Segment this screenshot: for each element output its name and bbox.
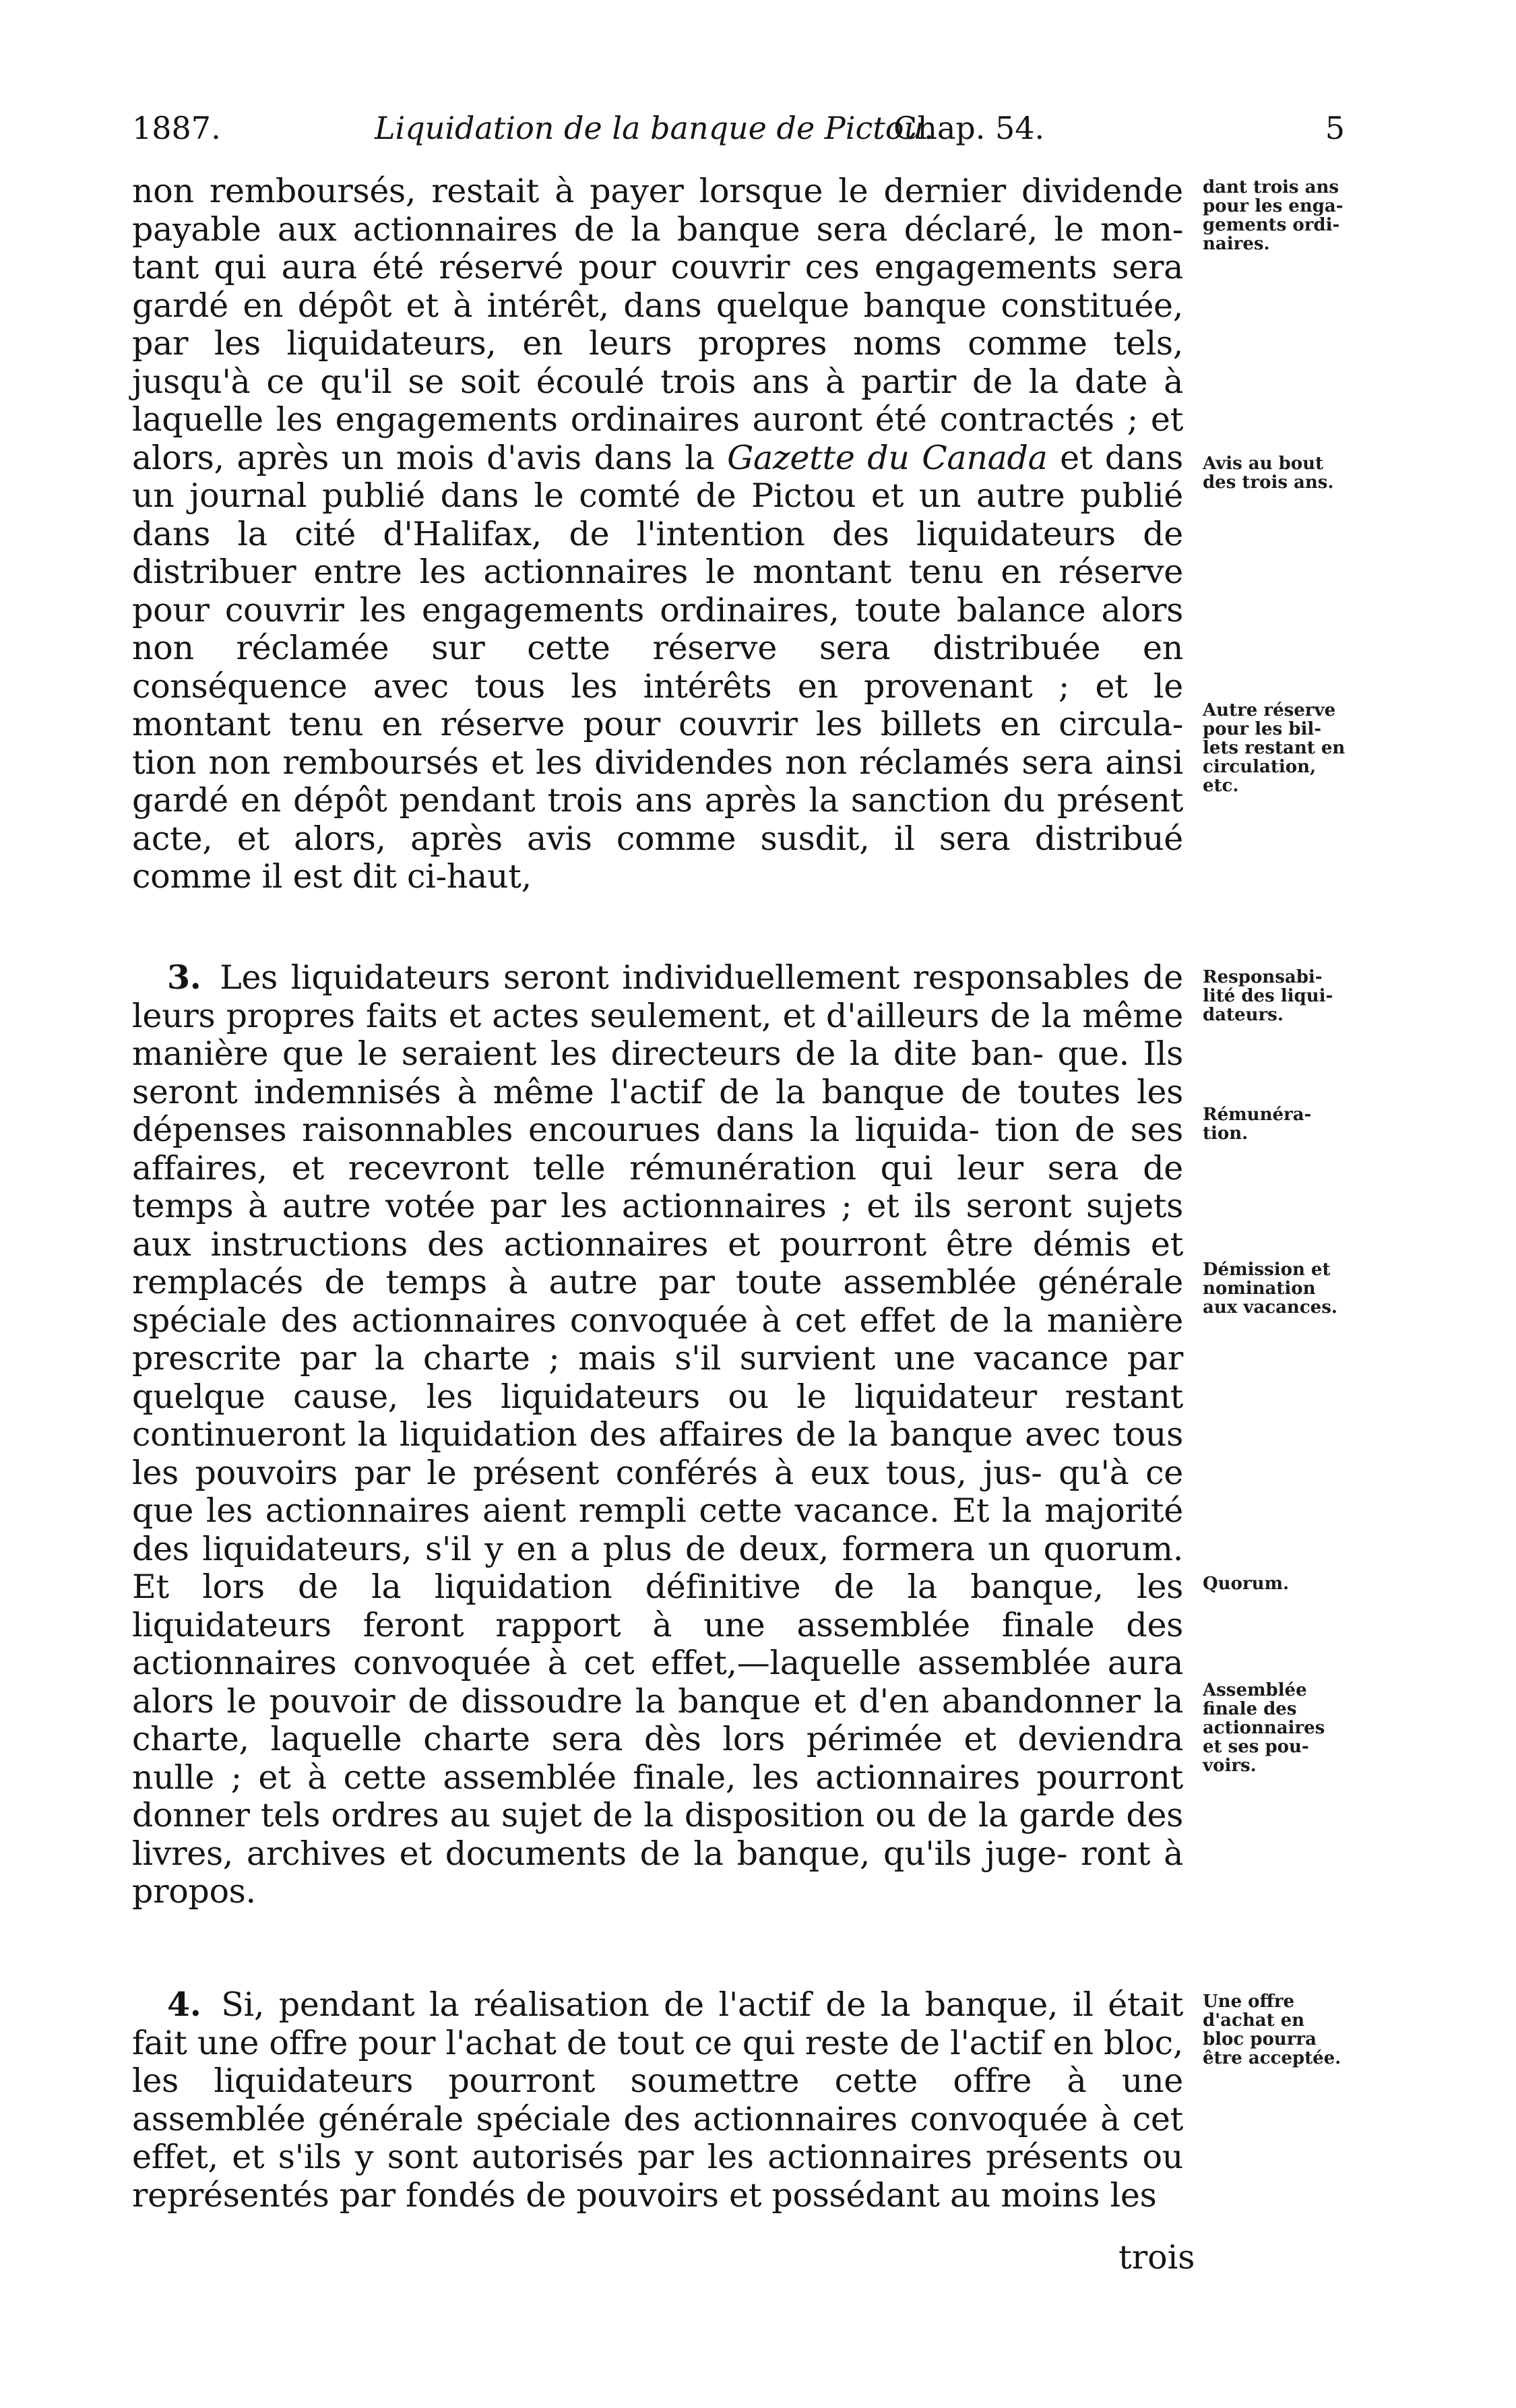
text-line: de distribuer entre les actionnaires le montant tenu en [132, 514, 1183, 591]
text-line: non remboursés, restait à payer lorsque le dernier dividende [132, 172, 1183, 210]
text-line: majorité des liquidateurs, s'il y en a plus de deux, formera [132, 1491, 1183, 1568]
header-year: 1887. [132, 110, 221, 146]
margin-note-offre: Une offre d'achat en bloc pourra être acceptée. [1203, 1992, 1341, 2068]
paragraph-continuation [132, 173, 1183, 896]
text-line: sujets aux instructions des actionnaires et pourront être [132, 1187, 1184, 1264]
text-line: assemblée générale spéciale des actionnaires convoquée à cet [132, 2099, 1183, 2138]
text-line: gardé en dépôt et à intérêt, dans quelque banque constituée, [132, 286, 1183, 325]
margin-note-remuneration: Rémunéra- tion. [1203, 1105, 1312, 1144]
text-line: avec tous les pouvoirs par le présent conférés à eux tous, jus- [132, 1415, 1183, 1492]
text-line: du présent acte, et alors, après avis comme susdit, il sera [132, 781, 1184, 858]
text-line: ainsi gardé en dépôt pendant trois ans après la sanction [132, 743, 1183, 820]
text-line: en conséquence avec tous les intérêts en provenant ; et le [132, 629, 1183, 706]
text-line: qu'à ce que les actionnaires aient rempli cette vacance. Et la [132, 1453, 1183, 1530]
margin-note-demission: Démission et nomination aux vacances. [1203, 1260, 1337, 1318]
text-line: balance alors non réclamée sur cette réserve sera distribuée [132, 590, 1183, 667]
text-line: toutes les dépenses raisonnables encourues dans la liquida- [132, 1072, 1183, 1149]
section-4 [132, 1985, 1183, 2215]
header-title: Liquidation de la banque de Pictou. [375, 110, 934, 146]
text-line: représentés par fondés de pouvoirs et possédant au moins les [132, 2175, 1157, 2215]
text-line: démis et remplacés de temps à autre par toute assemblée [132, 1225, 1183, 1301]
text-line: que. Ils seront indemnisés à même l'actif de la banque de [132, 1035, 1183, 1111]
text-line: payable aux actionnaires de la banque sera déclaré, le mon- [132, 210, 1183, 249]
text-line: était fait une offre pour l'achat de tout ce qui reste de l'actif [132, 1985, 1184, 2062]
margin-note-engagements: dant trois ans pour les enga- gements ordi- naires. [1203, 177, 1344, 254]
text-line: en bloc, les liquidateurs pourront soumettre cette offre à une [132, 2023, 1183, 2100]
running-header [132, 101, 1345, 155]
text-line: Les liquidateurs seront individuellement responsables [220, 958, 1130, 997]
text-line: tion non remboursés et les dividendes non réclamés sera [132, 743, 1093, 782]
text-line: les liquidateurs feront rapport à une assemblée finale des [132, 1568, 1183, 1644]
text-line: effet, et s'ils y sont autorisés par les actionnaires présents ou [132, 2138, 1183, 2176]
text-line: sera de temps à autre votée par les actionnaires ; et ils seront [132, 1148, 1183, 1225]
text-line: générale spéciale des actionnaires convoquée à cet effet de la [132, 1263, 1183, 1340]
margin-note-assemblee: Assemblée finale des actionnaires et ses pou- voirs. [1203, 1680, 1325, 1776]
text-line: donner tels ordres au sujet de la disposition ou de la garde [132, 1796, 1116, 1834]
text-line: vacance par quelque cause, les liquidateurs ou le liquidateur [132, 1339, 1183, 1416]
text-line: distribué comme il est dit ci-haut, [132, 819, 1183, 896]
catchword: trois [1118, 2238, 1195, 2277]
text-line: nulle ; et à cette assemblée finale, les actionnaires pourront [132, 1758, 1183, 1797]
section-3 [132, 958, 1183, 1911]
text-line: tion de ses affaires, et recevront telle rémunération qui leur [132, 1111, 1183, 1187]
text-line: à laquelle les engagements ordinaires auront été contractés ; [132, 362, 1183, 439]
text-line: jusqu'à ce qu'il se soit écoulé trois ans à partir de la date [132, 362, 1148, 401]
text-line: des livres, archives et documents de la banque, qu'ils juge- [132, 1796, 1183, 1873]
margin-note-responsabilite: Responsabi- lité des liqui- dateurs. [1203, 967, 1333, 1025]
margin-note-quorum: Quorum. [1203, 1574, 1290, 1594]
text-line: tant qui aura été réservé pour couvrir ces engagements sera [132, 248, 1183, 286]
text-line: manière prescrite par la charte ; mais s'il survient une [132, 1301, 1183, 1378]
page-number: 5 [1325, 110, 1345, 146]
margin-note-avis: Avis au bout des trois ans. [1203, 454, 1334, 493]
text-line: un quorum. Et lors de la liquidation définitive de la banque, [132, 1529, 1183, 1606]
italic-phrase: Gazette du Canada [727, 438, 1048, 477]
text-line: et alors, après un mois d'avis dans la [132, 400, 1183, 477]
text-line: de leurs propres faits et actes seulement, et d'ailleurs de la [132, 958, 1183, 1035]
text-line: actionnaires convoquée à cet effet,—laquelle assemblée aura [132, 1644, 1183, 1682]
text-line: par les liquidateurs, en leurs propres noms comme tels, [132, 324, 1183, 363]
text-line: Si, pendant la réalisation de l'actif de la banque, il [221, 1985, 1094, 2024]
header-chapter: Chap. 54. [893, 110, 1045, 146]
text-line: réserve pour couvrir les engagements ordinaires, toute [132, 553, 1183, 629]
text-line: même manière que le seraient les directeurs de la dite ban- [132, 996, 1183, 1073]
section-number: 4. [167, 1985, 201, 2024]
text-line: montant tenu en réserve pour couvrir les billets en circula- [132, 705, 1183, 743]
section-number: 3. [167, 958, 201, 997]
text-line: et [1047, 438, 1093, 477]
text-line: publié dans la cité d'Halifax, de l'intention des liquidateurs [132, 476, 1183, 553]
text-line: ront à propos. [132, 1834, 1183, 1911]
text-line: alors le pouvoir de dissoudre la banque et d'en abandonner [132, 1681, 1141, 1721]
text-line: restant continueront la liquidation des affaires de la banque [132, 1377, 1183, 1454]
margin-note-reserve: Autre réserve pour les bil- lets restant en circulation, etc. [1203, 700, 1346, 796]
text-line: la charte, laquelle charte sera dès lors périmée et deviendra [132, 1681, 1183, 1758]
text-line: dans un journal publié dans le comté de Pictou et un autre [132, 438, 1183, 515]
